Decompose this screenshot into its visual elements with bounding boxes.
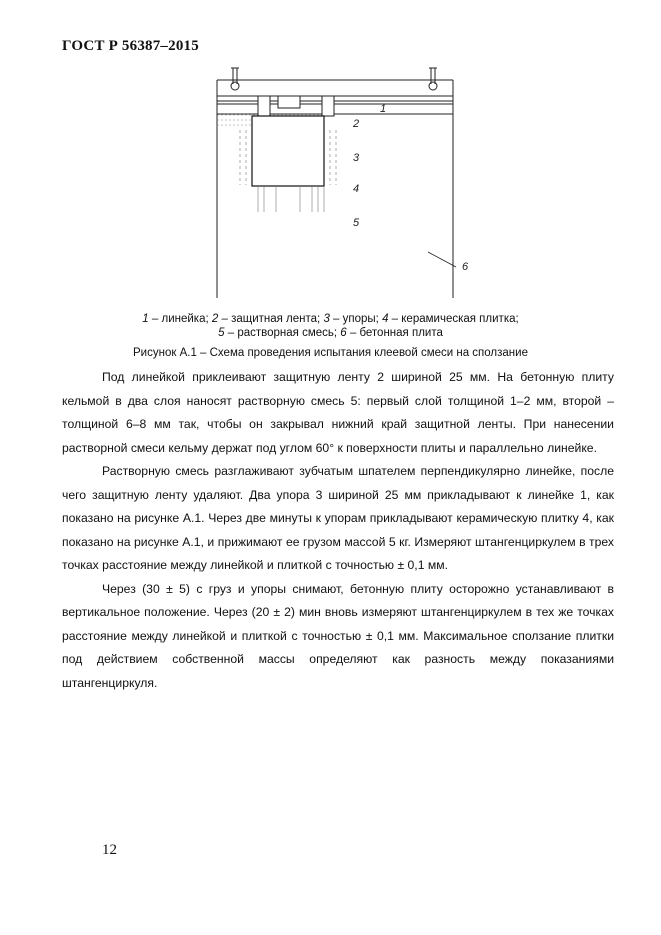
paragraph-2: Растворную смесь разглаживают зубчатым шпателем перпендикулярно линейке, после чего защитную ленту удаляют. Два упора 3 шириной 25 мм прикладывают к линейке 1, как показано на рисунке А.1. Через две минуты к упорам прикладывают керамическую плитку 4, как показано на рисунке А.1, и прижимают ее грузом массой 5 кг. Измеряют штангенциркулем в трех точках расстояние между линейкой и плиткой с точностью ± 0,1 мм. (62, 464, 614, 572)
body-text (62, 366, 614, 695)
paragraph-3: Через (30 ± 5) с груз и упоры снимают, бетонную плиту осторожно устанавливают в вертикальное положение. Через (20 ± 2) мин вновь измеряют штангенциркулем в тех же точках расстояние между линейкой и плиткой с точностью ± 0,1 мм. Максимальное сползание плитки под действием собственной массы определяют как разность между показаниями штангенциркуля. (62, 581, 614, 690)
figure-legend-line-1 (0, 313, 661, 325)
label-6: 6 (462, 261, 469, 273)
label-4: 4 (353, 183, 360, 195)
legend-text: – упоры; (329, 313, 383, 325)
stops (258, 96, 334, 116)
legend-text: – бетонная плита (346, 327, 443, 339)
legend-number: 1 (142, 313, 149, 325)
paragraph-1: Под линейкой приклеивают защитную ленту 2 шириной 25 мм. На бетонную плиту кельмой в два слоя наносят растворную смесь 5: первый слой толщиной 1–2 мм, второй – толщиной 6–8 мм так, чтобы он закрывал нижний край защитной ленты. При нанесении растворной смеси кельму держат под углом 60° к поверхности плиты и параллельно линейке. (62, 370, 614, 455)
label-1: 1 (380, 103, 387, 115)
legend-number: 4 (382, 313, 389, 325)
legend-number: 6 (340, 327, 347, 339)
concrete-slab (217, 80, 453, 298)
figure-legend-line-2 (0, 327, 661, 339)
ruler (217, 96, 453, 114)
label-3: 3 (353, 152, 360, 164)
legend-number: 2 (211, 313, 219, 325)
legend-text: – керамическая плитка; (388, 313, 519, 325)
page-number: 12 (102, 842, 117, 858)
ceramic-tile (252, 116, 324, 186)
figure-caption: Рисунок А.1 – Схема проведения испытания клеевой смеси на сползание (133, 347, 528, 359)
document-header: ГОСТ Р 56387–2015 (62, 38, 199, 54)
label-5: 5 (353, 217, 360, 229)
legend-number: 3 (323, 313, 330, 325)
leader-line-6 (428, 252, 456, 267)
test-scheme-figure (210, 60, 470, 305)
label-2: 2 (353, 118, 360, 130)
legend-text: – линейка; (148, 313, 212, 325)
mounting-pins (231, 68, 437, 90)
legend-text: – растворная смесь; (224, 327, 341, 339)
legend-text: – защитная лента; (218, 313, 324, 325)
legend-number: 5 (218, 327, 225, 339)
